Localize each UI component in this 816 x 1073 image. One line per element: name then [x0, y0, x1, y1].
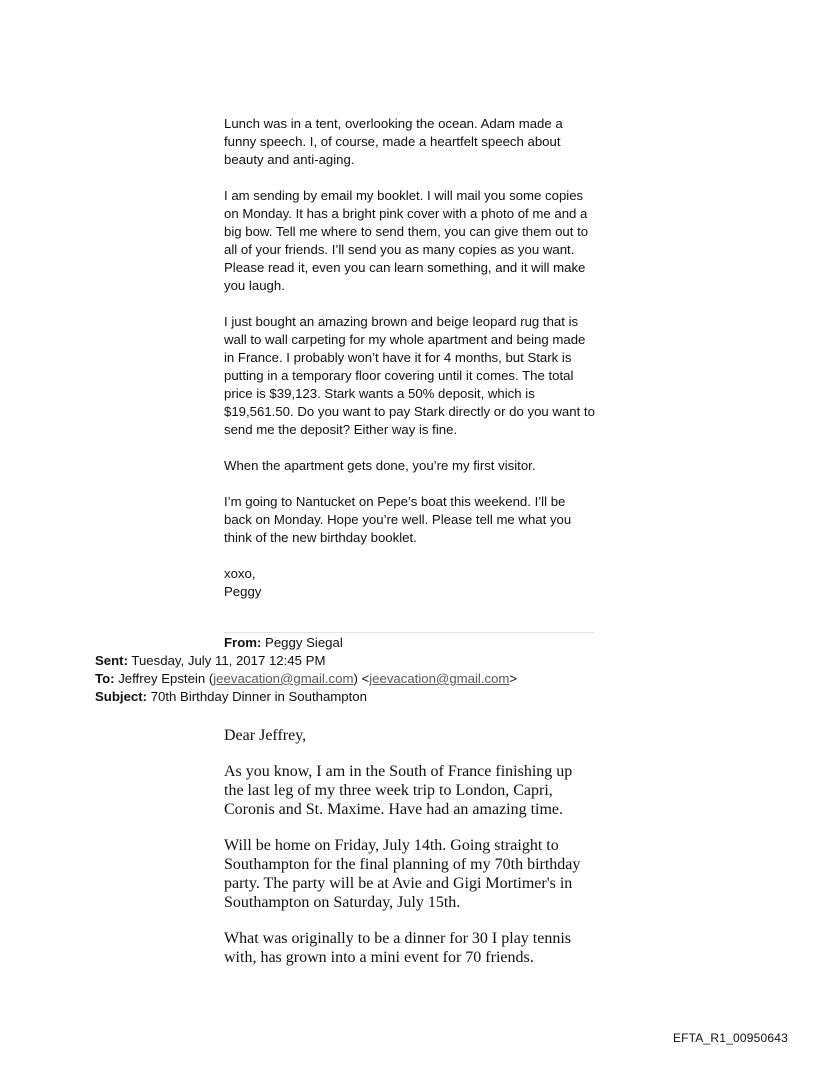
email-body-top — [224, 115, 596, 619]
closing: xoxo, — [224, 566, 256, 581]
paragraph-booklet: I am sending by email my booklet. I will mail you some copies on Monday. It has a bright pink cover with a photo of me and a big bow. Tell me where to send them, you can give them out to all of your friends. I’ll send you as many copies as you want. Please read it, even you can learn something, and it will make you laugh. — [224, 188, 589, 293]
sent-line — [95, 652, 325, 670]
to-mid: ) < — [353, 671, 370, 686]
sent-value: Tuesday, July 11, 2017 12:45 PM — [131, 653, 326, 668]
paragraph-nantucket: I’m going to Nantucket on Pepe’s boat this weekend. I’ll be back on Monday. Hope you’re well. Please tell me what you think of the new birthday booklet. — [224, 494, 572, 545]
paragraph-apartment: When the apartment gets done, you’re my first visitor. — [224, 458, 536, 473]
to-email-link-2[interactable]: jeevacation@gmail.com — [369, 671, 510, 686]
paragraph-lunch: Lunch was in a tent, overlooking the ocean. Adam made a funny speech. I, of course, made a heartfelt speech about beauty and anti-aging. — [224, 116, 563, 167]
bates-number: EFTA_R1_00950643 — [672, 1031, 788, 1045]
sent-label: Sent: — [95, 653, 128, 668]
to-end: > — [509, 671, 518, 686]
signature: Peggy — [224, 584, 262, 599]
paragraph-rug: I just bought an amazing brown and beige leopard rug that is wall to wall carpeting for my whole apartment and being made in France. I probably won’t have it for 4 months, but Stark is putting in a temporary floor covering until it comes. The total price is $39,123. Stark wants a 50% deposit, which is $19,561.50. Do you want to pay Stark directly or do you want to send me the deposit? Either way is fine. — [224, 314, 595, 437]
salutation: Dear Jeffrey, — [224, 727, 307, 744]
subject-label: Subject: — [95, 689, 148, 704]
email-body-bottom — [224, 726, 584, 984]
to-email-link[interactable]: jeevacation@gmail.com — [213, 671, 354, 686]
from-line — [224, 634, 343, 652]
from-label: From: — [224, 635, 262, 650]
subject-line — [95, 688, 367, 706]
header-divider — [224, 632, 594, 633]
to-label: To: — [95, 671, 115, 686]
paragraph-home: Will be home on Friday, July 14th. Going straight to Southampton for the final planning of my 70th birthday party. The party will be at Avie and Gigi Mortimer's in Southampton on Saturday, July 15th. — [224, 837, 581, 911]
to-line — [95, 670, 517, 688]
subject-value: 70th Birthday Dinner in Southampton — [150, 689, 367, 704]
paragraph-france: As you know, I am in the South of France finishing up the last leg of my three week trip to London, Capri, Coronis and St. Maxime. Have had an amazing time. — [224, 763, 573, 818]
to-name: Jeffrey Epstein ( — [118, 671, 214, 686]
paragraph-dinner: What was originally to be a dinner for 30 I play tennis with, has grown into a mini event for 70 friends. — [224, 930, 572, 966]
from-value: Peggy Siegal — [265, 635, 343, 650]
